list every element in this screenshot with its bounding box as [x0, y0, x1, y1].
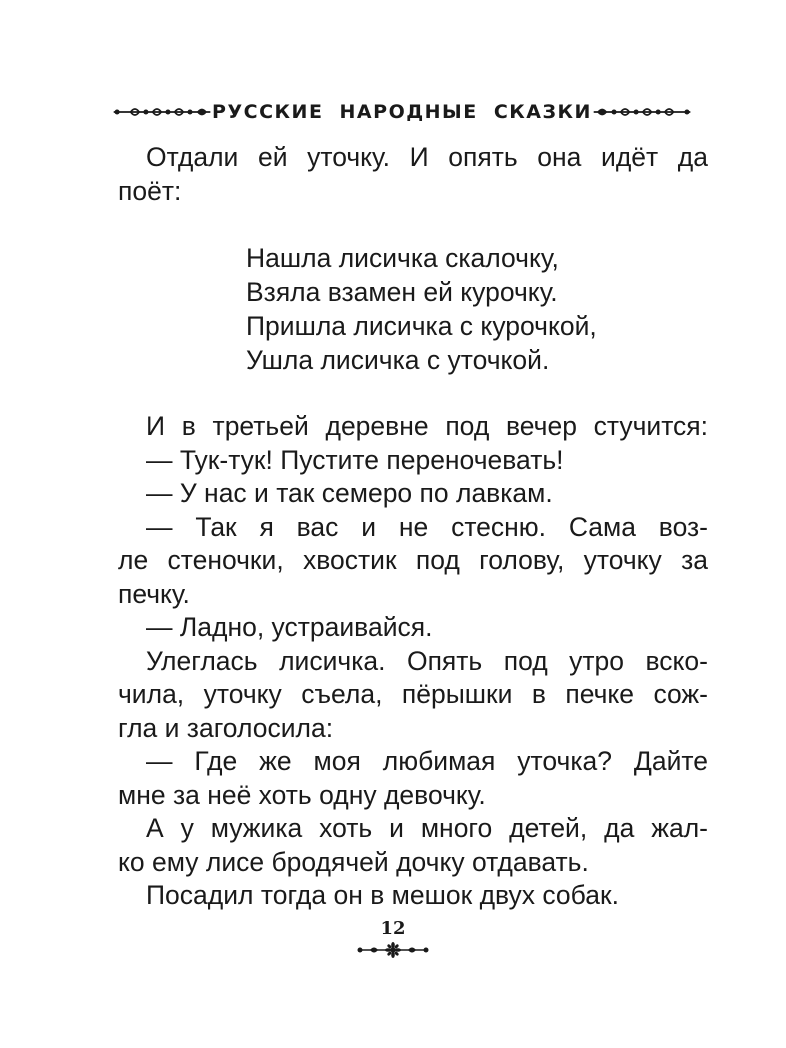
paragraph — [118, 444, 708, 478]
page-number: 12 — [380, 918, 406, 939]
text-line: мне за неё хоть одну девочку. — [118, 779, 486, 810]
text-line: Посадил тогда он в мешок двух собак. — [146, 880, 619, 910]
running-header — [112, 92, 692, 132]
text-line: Улеглась лисичка. Опять под утро вско- — [146, 645, 708, 676]
paragraph — [118, 879, 708, 913]
paragraph — [118, 477, 708, 511]
book-title: РУССКИЕ НАРОДНЫЕ СКАЗКИ — [212, 101, 592, 123]
paragraph — [118, 511, 708, 612]
text-line: гла и заголосила: — [118, 712, 334, 743]
text-line: ле стеночки, хвостик под голову, уточку за — [118, 545, 708, 575]
text-line: чила, уточку съела, пёрышки в печке сож- — [118, 679, 708, 709]
verse — [246, 241, 708, 377]
verse-line: Нашла лисичка скалочку, — [246, 243, 559, 273]
verse-line: Ушла лисичка с уточкой. — [246, 345, 550, 375]
paragraph — [118, 141, 708, 208]
paragraph — [118, 812, 708, 879]
text-line: ко ему лисе бродячей дочку отдавать. — [118, 846, 589, 877]
text-line: поёт: — [118, 175, 182, 206]
text-line: — Где же моя любимая уточка? Дайте — [146, 746, 708, 776]
text-line: Отдали ей уточку. И опять она идёт да — [146, 142, 708, 172]
text-line: — Тук-тук! Пустите переночевать! — [146, 444, 564, 475]
text-line: И в третьей деревне под вечер стучится: — [146, 411, 708, 441]
text-line: печку. — [118, 578, 190, 609]
paragraph — [118, 611, 708, 645]
page-footer — [0, 918, 786, 959]
text-line: А у мужика хоть и много детей, да жал- — [146, 813, 708, 843]
paragraph — [118, 645, 708, 746]
flower-ornament-icon — [356, 941, 430, 959]
ornament-border-icon — [592, 102, 692, 122]
text-line: — Так я вас и не стесню. Сама воз- — [146, 511, 708, 542]
text-line: — Ладно, устраивайся. — [146, 612, 433, 642]
verse-line: Пришла лисичка с курочкой, — [246, 311, 597, 341]
story-text — [118, 141, 708, 913]
paragraph — [118, 745, 708, 812]
verse-line: Взяла взамен ей курочку. — [246, 277, 558, 307]
paragraph — [118, 410, 708, 444]
ornament-border-icon — [112, 102, 212, 122]
text-line: — У нас и так семеро по лавкам. — [146, 478, 553, 508]
